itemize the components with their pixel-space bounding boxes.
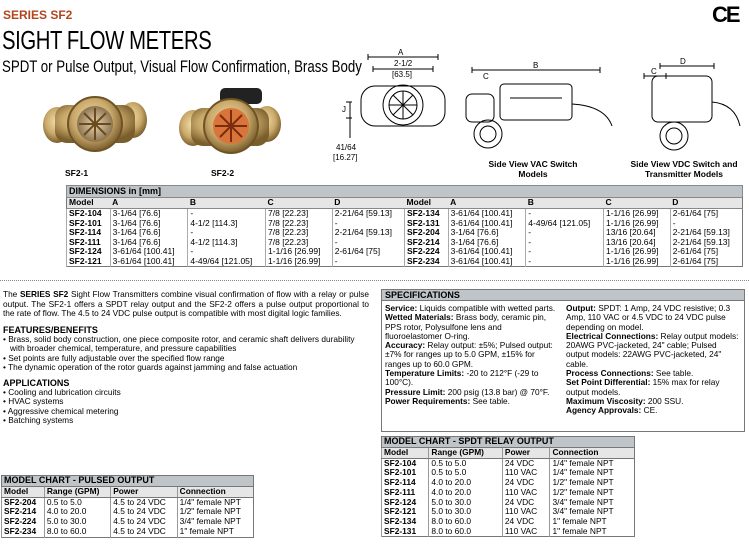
table-cell: 3/4" female NPT [550,507,635,517]
table-row [67,209,743,219]
list-item: • Brass, solid body construction, one piece composite rotor, and ceramic shaft delivers durability with broader chemical, temperature, and pressure capabilities [3,334,355,354]
table-cell: - [670,219,742,229]
table-cell: SF2-111 [67,238,111,248]
spec-item: Pressure Limit: 200 psig (13.8 bar) @ 70°F. [385,386,550,397]
spec-item: Service: Liquids compatible with wetted parts. [385,303,556,313]
table-cell: 7/8 [22.23] [266,228,333,238]
table-cell: 8.0 to 60.0 [44,527,110,537]
table-cell: 3-1/64 [76.6] [448,228,526,238]
table-cell: 1-1/16 [26.99] [603,247,670,257]
table-cell: 2-61/64 [75] [670,209,742,219]
table-cell: 4-1/2 [114.3] [188,238,266,248]
table-cell: 4-49/64 [121.05] [188,257,266,267]
column-header: B [188,198,266,209]
table-cell: SF2-131 [382,527,429,537]
table-cell: - [332,257,404,267]
table-cell: SF2-104 [67,209,111,219]
table-cell: 1-1/16 [26.99] [603,209,670,219]
table-cell: 4.0 to 20.0 [429,488,503,498]
dim-label-d: D [680,57,686,66]
table-cell: 1-1/16 [26.99] [603,219,670,229]
column-header: Range (GPM) [44,487,110,498]
table-cell: 1" female NPT [550,527,635,537]
sf2-2-photo [179,88,281,153]
table-cell: 4.0 to 20.0 [429,478,503,488]
technical-drawings [330,46,749,176]
spec-item: Output: SPDT: 1 Amp, 24 VDC resistive; 0.3 Amp, 110 VAC or 4.5 VDC to 24 VDC pulse depending on model. [566,303,731,332]
table-row [2,527,254,537]
table-cell: 3/4" female NPT [550,498,635,508]
table-cell: 1/4" female NPT [550,468,635,478]
table-cell: 13/16 [20.64] [603,238,670,248]
table-cell: 1/2" female NPT [550,488,635,498]
table-cell: 0.5 to 5.0 [44,497,110,507]
table-cell: SF2-214 [404,238,448,248]
specifications-left-column [385,304,561,406]
table-cell: 3-61/64 [100.41] [448,257,526,267]
table-cell: - [526,238,604,248]
table-cell: 2-61/64 [75] [670,247,742,257]
table-cell: - [526,228,604,238]
features-heading: FEATURES/BENEFITS [3,324,98,335]
caption-vac-side-view: Side View VAC Switch Models [488,159,578,179]
table-cell: 4.5 to 24 VDC [111,517,177,527]
ce-mark-logo: CE [712,2,739,27]
page-title: SIGHT FLOW METERS [2,25,212,55]
pulsed-chart-title: MODEL CHART - PULSED OUTPUT [2,476,254,487]
table-cell: 7/8 [22.23] [266,219,333,229]
table-cell: 2-21/64 [59.13] [332,228,404,238]
spec-item: Process Connections: See table. [566,368,694,379]
table-cell: 1/2" female NPT [550,478,635,488]
table-cell: SF2-134 [404,209,448,219]
table-cell: 2-21/64 [59.13] [670,238,742,248]
table-cell: 7/8 [22.23] [266,238,333,248]
table-cell: 110 VAC [502,488,550,498]
table-cell: SF2-204 [404,228,448,238]
table-cell: SF2-101 [382,468,429,478]
list-item: • HVAC systems [3,396,64,407]
table-cell: 5.0 to 30.0 [429,507,503,517]
table-cell: 4.5 to 24 VDC [111,507,177,517]
spec-item: Wetted Materials: Brass body, ceramic pin, PPS rotor, Polysulfone lens and fluoroelastomer O-ring. [385,312,547,341]
table-cell: SF2-124 [67,247,111,257]
table-cell: 24 VDC [502,478,550,488]
column-header: Range (GPM) [429,448,503,459]
section-divider [0,280,749,281]
intro-paragraph: The SERIES SF2 Sight Flow Transmitters combine visual confirmation of flow with a relay or pulse output. The SF2-1 offers a SPDT relay output and the SF2-2 offers a pulse output proportional to the rate of flow. The 4.5 to 24 VDC pulse output is compatible with most digital logic families. [3,289,369,319]
table-cell: 4.5 to 24 VDC [111,527,177,537]
relay-chart-title: MODEL CHART - SPDT RELAY OUTPUT [382,437,635,448]
table-cell: 1" female NPT [177,527,253,537]
table-row [382,527,635,537]
list-item: • The dynamic operation of the rotor guards against jamming and false actuation [3,361,298,372]
spec-item: Power Requirements: See table. [385,395,510,406]
table-cell: SF2-214 [2,507,45,517]
table-cell: 4.0 to 20.0 [44,507,110,517]
table-cell: 1-1/16 [26.99] [603,257,670,267]
table-cell: 24 VDC [502,458,550,468]
table-cell: SF2-114 [67,228,111,238]
dim-label-c-vac: C [483,72,489,81]
table-cell: - [188,228,266,238]
table-cell: 110 VAC [502,468,550,478]
table-cell: 2-21/64 [59.13] [332,209,404,219]
page-subtitle: SPDT or Pulse Output, Visual Flow Confirmation, Brass Body [2,57,362,76]
table-cell: - [526,209,604,219]
pulsed-output-model-chart [1,475,254,538]
table-cell: 3-1/64 [76.6] [448,238,526,248]
table-cell: - [526,257,604,267]
dim-label-width: 2-1/2 [394,59,413,68]
column-header: Model [404,198,448,209]
dim-label-b: B [533,61,539,70]
table-cell: 5.0 to 30.0 [44,517,110,527]
photo-caption-sf2-2: SF2-2 [211,168,235,178]
dim-label-j: J [342,105,346,114]
table-cell: - [526,247,604,257]
table-cell: 1" female NPT [550,517,635,527]
table-cell: 1/4" female NPT [550,458,635,468]
sf2-1-photo [43,97,147,151]
table-cell: 3-1/64 [76.6] [110,209,188,219]
list-item: • Batching systems [3,414,74,425]
dim-label-width-mm: [63.5] [392,70,413,79]
table-cell: - [332,238,404,248]
applications-heading: APPLICATIONS [3,377,70,388]
caption-vdc-side-view: Side View VDC Switch and Transmitter Models [630,159,738,179]
table-cell: SF2-204 [2,497,45,507]
table-cell: 110 VAC [502,527,550,537]
table-cell: SF2-234 [404,257,448,267]
table-cell: 0.5 to 5.0 [429,468,503,478]
specifications-title: SPECIFICATIONS [382,290,744,301]
table-cell: SF2-124 [382,498,429,508]
applications-list [3,388,369,424]
series-label: SERIES SF2 [3,8,73,22]
table-cell: 3-61/64 [100.41] [448,219,526,229]
table-cell: 3-1/64 [76.6] [110,219,188,229]
column-header: C [266,198,333,209]
column-header: Model [2,487,45,498]
table-cell: 3-61/64 [100.41] [110,257,188,267]
table-cell: 1-1/16 [26.99] [266,247,333,257]
table-cell: 7/8 [22.23] [266,209,333,219]
table-cell: 3-1/64 [76.6] [110,238,188,248]
table-cell: 8.0 to 60.0 [429,527,503,537]
table-cell: 24 VDC [502,517,550,527]
dim-label-height: 41/64 [336,143,357,152]
table-cell: SF2-234 [2,527,45,537]
table-cell: 13/16 [20.64] [603,228,670,238]
list-item: • Cooling and lubrication circuits [3,387,121,398]
spec-item: Temperature Limits: -20 to 212°F (-29 to 100°C). [385,368,539,388]
column-header: D [670,198,742,209]
table-cell: SF2-101 [67,219,111,229]
table-cell: 8.0 to 60.0 [429,517,503,527]
column-header: Model [382,448,429,459]
column-header: B [526,198,604,209]
product-photos [35,80,310,170]
column-header: Model [67,198,111,209]
table-cell: 2-21/64 [59.13] [670,228,742,238]
table-cell: 4-49/64 [121.05] [526,219,604,229]
column-header: A [448,198,526,209]
specifications-box [381,289,745,432]
table-cell: - [332,219,404,229]
table-cell: SF2-134 [382,517,429,527]
spec-item: Agency Approvals: CE. [566,405,658,416]
column-header: Power [111,487,177,498]
spec-item: Electrical Connections: Relay output models: 20AWG PVC-jacketed, 24" cable; Pulsed output models: 22AWG PVC-jacketed, 24" cable. [566,330,739,369]
list-item: • Set points are fully adjustable over the specified flow range [3,352,225,363]
table-cell: 2-61/64 [75] [332,247,404,257]
spec-item: Accuracy: Relay output: ±5%; Pulsed output: ±7% for ranges up to 5.0 GPM, ±15% for ranges up to 60.0 GPM. [385,340,553,369]
column-header: D [332,198,404,209]
table-cell: SF2-224 [404,247,448,257]
column-header: Connection [550,448,635,459]
column-header: A [110,198,188,209]
table-cell: 3/4" female NPT [177,517,253,527]
table-cell: 1-1/16 [26.99] [266,257,333,267]
column-header: Power [502,448,550,459]
features-list [3,335,369,371]
table-row [67,257,743,267]
table-cell: SF2-121 [382,507,429,517]
specifications-right-column [566,304,742,416]
spec-item: Maximum Viscosity: 200 SSU. [566,395,684,406]
dim-label-c-vdc: C [651,67,657,76]
table-cell: SF2-121 [67,257,111,267]
table-cell: 110 VAC [502,507,550,517]
table-cell: 1/2" female NPT [177,507,253,517]
table-cell: 24 VDC [502,498,550,508]
table-cell: 5.0 to 30.0 [429,498,503,508]
table-cell: 2-61/64 [75] [670,257,742,267]
list-item: • Aggressive chemical metering [3,405,119,416]
dimensions-title: DIMENSIONS in [mm] [67,186,743,198]
spec-item: Set Point Differential: 15% max for relay output models. [566,377,720,397]
column-header: C [603,198,670,209]
photo-caption-sf2-1: SF2-1 [65,168,89,178]
intro-section [3,290,369,425]
table-cell: 0.5 to 5.0 [429,458,503,468]
relay-output-model-chart [381,436,635,537]
table-cell: 3-1/64 [76.6] [110,228,188,238]
table-cell: SF2-131 [404,219,448,229]
table-cell: 3-61/64 [100.41] [110,247,188,257]
table-cell: SF2-104 [382,458,429,468]
table-cell: SF2-114 [382,478,429,488]
table-cell: SF2-111 [382,488,429,498]
table-cell: - [188,247,266,257]
table-cell: - [188,209,266,219]
table-cell: 3-61/64 [100.41] [448,209,526,219]
table-cell: 4.5 to 24 VDC [111,497,177,507]
column-header: Connection [177,487,253,498]
dim-label-a: A [398,48,404,57]
table-cell: 4-1/2 [114.3] [188,219,266,229]
table-cell: 3-61/64 [100.41] [448,247,526,257]
dim-label-height-mm: [16.27] [333,153,358,162]
dimensions-table [66,185,743,267]
table-cell: SF2-224 [2,517,45,527]
table-cell: 1/4" female NPT [177,497,253,507]
